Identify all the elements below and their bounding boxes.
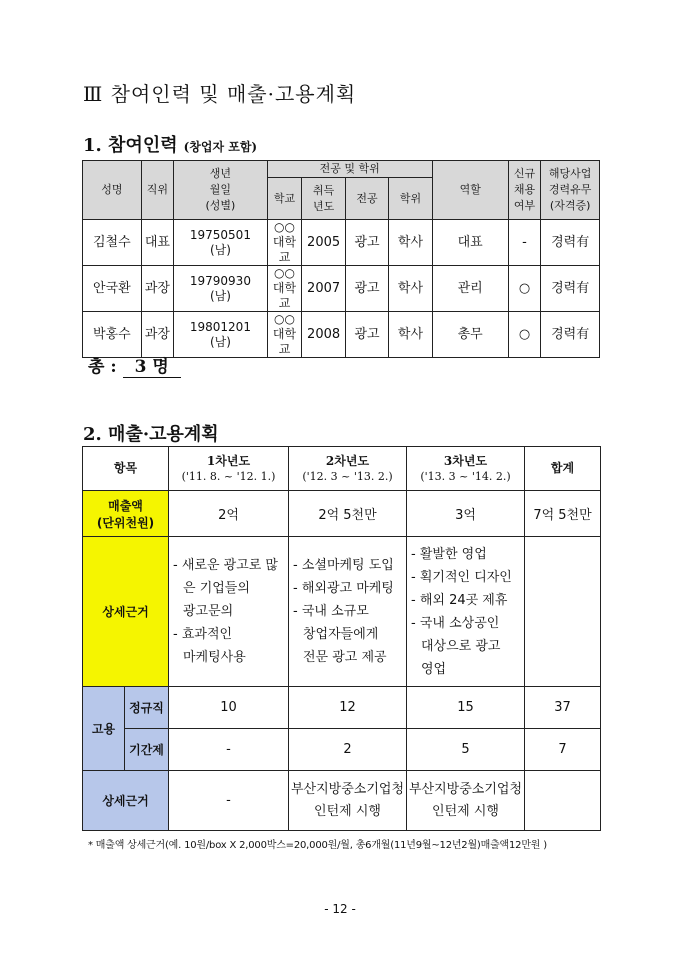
header-name: 성명 — [83, 161, 142, 220]
total-label: 총 : — [88, 357, 117, 377]
cell-birth-date: 19801201 — [189, 319, 251, 334]
employment-basis-total — [525, 771, 601, 831]
section1-subtitle: (창업자 포함) — [183, 140, 258, 154]
cell-gender: (남) — [209, 242, 231, 257]
header-year2-label: 2차년도 — [325, 453, 370, 468]
basis-year1-line: 은 기업들의 — [183, 581, 250, 596]
employment-basis-label: 상세근거 — [83, 771, 169, 831]
total-value: 3 명 — [123, 352, 181, 378]
page-number: - 12 - — [324, 902, 356, 916]
cell-school-line1: ○○ — [274, 220, 295, 234]
header-item: 항목 — [83, 447, 169, 491]
basis-year1 — [169, 537, 289, 687]
sales-label-line2: (단위천원) — [96, 515, 155, 530]
header-birth-line2: 월일 — [209, 183, 232, 196]
employment-basis-year2-line1: 부산지방중소기업청 — [290, 781, 405, 797]
cell-gender: (남) — [209, 288, 231, 303]
section1-title-text: 1. 참여인력 — [83, 135, 178, 156]
regular-row — [83, 687, 601, 729]
cell-school-line2: 대학교 — [272, 281, 297, 310]
footnote: * 매출액 상세근거(예. 10원/box X 2,000박스=20,000원/월, 총6개월(11년9월~12년2월)매출액12만원 ) — [88, 840, 547, 851]
basis-year2-line: - 해외광고 마케팅 — [293, 581, 394, 596]
basis-year3-line: - 해외 24곳 제휴 — [411, 592, 508, 608]
header-birth — [174, 161, 267, 220]
header-experience — [541, 161, 600, 220]
basis-year2-line: 창업자들에게 — [303, 627, 379, 642]
header-year1 — [169, 447, 289, 491]
header-year1-label: 1차년도 — [206, 453, 251, 468]
basis-year2-line: 전문 광고 제공 — [303, 650, 387, 665]
cell-birth — [174, 312, 267, 358]
cell-school — [267, 220, 302, 266]
section1-title — [83, 131, 257, 157]
page-title: Ⅲ 참여인력 및 매출·고용계획 — [83, 82, 357, 106]
basis-year1-line: - 효과적인 — [173, 627, 233, 642]
cell-gender: (남) — [209, 334, 231, 349]
table-row — [83, 312, 600, 358]
header-new-hire-line2: 채용 — [513, 183, 536, 196]
cell-school — [267, 266, 302, 312]
header-year — [302, 178, 345, 220]
basis-label: 상세근거 — [83, 537, 169, 687]
header-experience-line3: (자격증) — [549, 199, 591, 212]
cell-degree: 학사 — [389, 220, 432, 266]
cell-degree: 학사 — [389, 312, 432, 358]
contract-row — [83, 729, 601, 771]
cell-birth-date: 19790930 — [189, 273, 251, 288]
header-year2 — [289, 447, 407, 491]
table-row — [83, 220, 600, 266]
header-year-line1: 취득 — [312, 183, 335, 197]
header-new-hire — [508, 161, 541, 220]
basis-year3-line: - 활발한 영업 — [411, 546, 487, 562]
header-new-hire-line1: 신규 — [513, 167, 536, 180]
header-degree: 학위 — [389, 178, 432, 220]
header-birth-line3: (성별) — [205, 199, 236, 212]
header-year3 — [407, 447, 525, 491]
employment-basis-year2-line2: 인턴제 시행 — [314, 803, 381, 819]
cell-degree: 학사 — [389, 266, 432, 312]
cell-birth — [174, 220, 267, 266]
basis-year3-line: - 획기적인 디자인 — [411, 569, 512, 585]
cell-year: 2008 — [302, 312, 345, 358]
contract-label: 기간제 — [125, 729, 169, 771]
cell-school — [267, 312, 302, 358]
cell-experience: 경력有 — [541, 220, 600, 266]
header-year-line2: 년도 — [312, 199, 335, 213]
regular-year1: 10 — [169, 687, 289, 729]
contract-year2: 2 — [289, 729, 407, 771]
regular-year3: 15 — [407, 687, 525, 729]
cell-name: 안국환 — [83, 266, 142, 312]
header-birth-line1: 생년 — [209, 167, 232, 180]
basis-year2-line: - 소셜마케팅 도입 — [293, 558, 394, 573]
header-experience-line2: 경력유무 — [548, 183, 592, 196]
employment-basis-year2 — [289, 771, 407, 831]
employment-label: 고용 — [83, 687, 125, 771]
cell-new-hire: - — [508, 220, 541, 266]
cell-new-hire: ○ — [508, 266, 541, 312]
regular-total: 37 — [525, 687, 601, 729]
sales-label-line1: 매출액 — [108, 498, 143, 513]
header-experience-line1: 해당사업 — [548, 167, 592, 180]
cell-position: 과장 — [141, 266, 174, 312]
basis-year3 — [407, 537, 525, 687]
cell-role: 관리 — [432, 266, 508, 312]
header-school: 학교 — [267, 178, 302, 220]
basis-row — [83, 537, 601, 687]
cell-school-line2: 대학교 — [272, 235, 297, 264]
employment-basis-row — [83, 771, 601, 831]
regular-year2: 12 — [289, 687, 407, 729]
sales-employment-table — [82, 446, 601, 831]
contract-year3: 5 — [407, 729, 525, 771]
cell-major: 광고 — [345, 312, 388, 358]
header-total: 합계 — [525, 447, 601, 491]
sales-year3: 3억 — [407, 491, 525, 537]
cell-school-line1: ○○ — [274, 312, 295, 326]
header-major: 전공 — [345, 178, 388, 220]
contract-total: 7 — [525, 729, 601, 771]
sales-label — [83, 491, 169, 537]
cell-birth — [174, 266, 267, 312]
cell-new-hire: ○ — [508, 312, 541, 358]
cell-position: 과장 — [141, 312, 174, 358]
basis-year1-line: 광고문의 — [183, 604, 234, 619]
regular-label: 정규직 — [125, 687, 169, 729]
participants-table — [82, 160, 600, 358]
employment-basis-year1: - — [169, 771, 289, 831]
cell-year: 2005 — [302, 220, 345, 266]
employment-basis-year3 — [407, 771, 525, 831]
sales-year1: 2억 — [169, 491, 289, 537]
basis-year3-line: - 국내 소상공인 — [411, 615, 500, 631]
header-role: 역할 — [432, 161, 508, 220]
basis-year1-line: - 새로운 광고로 많 — [173, 558, 278, 573]
header-year2-period: ('12. 3 ~ '13. 2.) — [302, 469, 393, 483]
basis-year2 — [289, 537, 407, 687]
sales-row — [83, 491, 601, 537]
cell-birth-date: 19750501 — [189, 227, 251, 242]
sales-total: 7억 5천만 — [525, 491, 601, 537]
header-year1-period: ('11. 8. ~ '12. 1.) — [181, 469, 276, 483]
basis-total — [525, 537, 601, 687]
section2-title: 2. 매출·고용계획 — [83, 424, 219, 445]
cell-experience: 경력有 — [541, 312, 600, 358]
contract-year1: - — [169, 729, 289, 771]
cell-name: 김철수 — [83, 220, 142, 266]
basis-year3-line: 대상으로 광고 — [421, 638, 501, 654]
cell-position: 대표 — [141, 220, 174, 266]
cell-major: 광고 — [345, 266, 388, 312]
header-new-hire-line3: 여부 — [513, 199, 536, 212]
cell-school-line2: 대학교 — [272, 327, 297, 356]
header-year3-label: 3차년도 — [443, 453, 488, 468]
cell-experience: 경력有 — [541, 266, 600, 312]
cell-name: 박홍수 — [83, 312, 142, 358]
basis-year3-line: 영업 — [421, 661, 447, 677]
sales-year2: 2억 5천만 — [289, 491, 407, 537]
cell-major: 광고 — [345, 220, 388, 266]
header-major-group: 전공 및 학위 — [267, 161, 432, 178]
header-year3-period: ('13. 3 ~ '14. 2.) — [420, 469, 511, 483]
employment-basis-year3-line1: 부산지방중소기업청 — [408, 781, 523, 797]
total-participants — [88, 352, 181, 378]
cell-year: 2007 — [302, 266, 345, 312]
basis-year2-line: - 국내 소규모 — [293, 604, 369, 619]
table-row — [83, 266, 600, 312]
basis-year1-line: 마케팅사용 — [183, 650, 246, 665]
employment-basis-year3-line2: 인턴제 시행 — [432, 803, 499, 819]
cell-school-line1: ○○ — [274, 266, 295, 280]
cell-role: 총무 — [432, 312, 508, 358]
header-position: 직위 — [141, 161, 174, 220]
cell-role: 대표 — [432, 220, 508, 266]
